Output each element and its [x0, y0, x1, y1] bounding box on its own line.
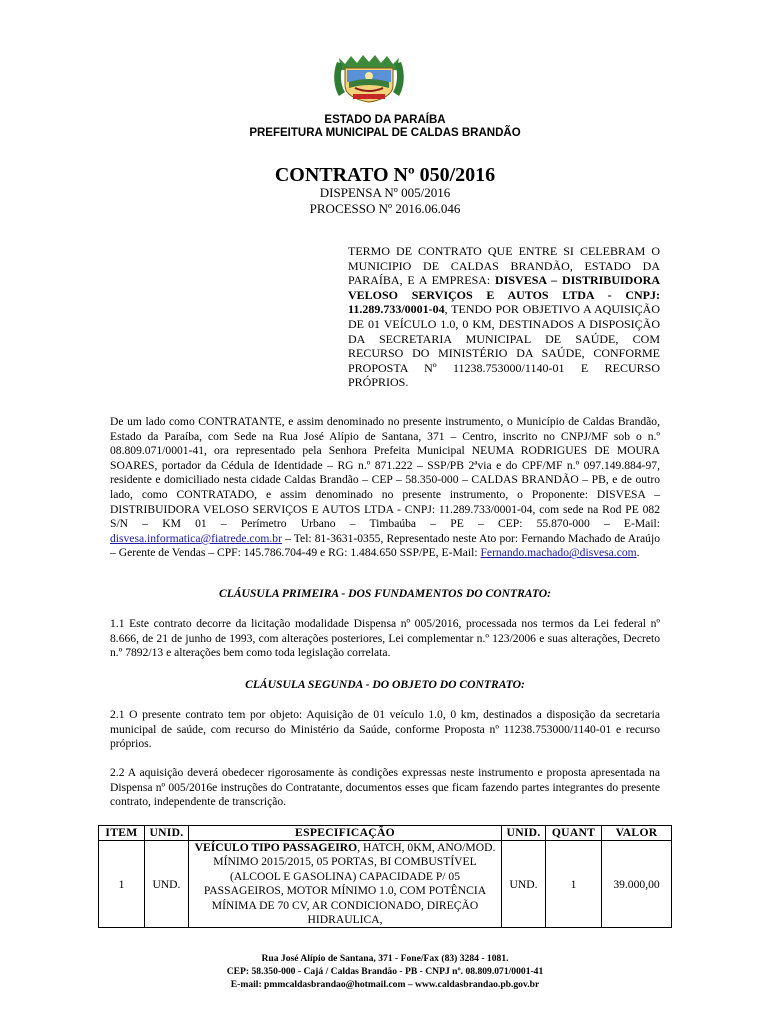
contract-title: CONTRATO Nº 050/2016 [274, 164, 496, 186]
header-unid-2: UNID. [502, 826, 546, 841]
header-unid: UNID. [144, 826, 188, 841]
preamble-paragraph [110, 415, 660, 561]
table-row [99, 841, 672, 928]
contract-summary [348, 244, 660, 390]
footer-address: Rua José Alípio de Santana, 371 - Fone/Fax (83) 3284 - 1081. [261, 953, 509, 964]
header-especificacao: ESPECIFICAÇÃO [188, 826, 501, 841]
cell-unid: UND. [144, 841, 188, 928]
cell-quant: 1 [546, 841, 602, 928]
clause-second-title: CLÁUSULA SEGUNDA - DO OBJETO DO CONTRATO: [245, 678, 525, 691]
header-item: ITEM [99, 826, 145, 841]
summary-text-end: , TENDO POR OBJETIVO A AQUISIÇÃO DE 01 VEÍCULO 1.0, 0 KM, DESTINADOS A DISPOSIÇÃO DA SECRETARIA MUNICIPAL DE SAÚDE, COM RECURSO DO MINISTÉRIO DA SAÚDE, CONFORME PROPOSTA Nº 11238.753000/1140-01 E RECURSO PRÓPRIOS. [348, 302, 660, 390]
summary-company: DISVESA – DISTRIBUIDORA VELOSO SERVIÇOS E AUTOS LTDA - CNPJ: 11.289.733/0001-04 [348, 273, 660, 317]
clause-2-1: 2.1 O presente contrato tem por objeto: Aquisição de 01 veículo 1.0, 0 km, destinados a disposição da secretaria municipal de saúde, com recurso do Ministério da Saúde, conforme Proposta nº 11238.753000/1140-01 e recurso próprios. [110, 708, 660, 751]
prefeitura-heading: PREFEITURA MUNICIPAL DE CALDAS BRANDÃO [249, 127, 521, 139]
spec-title: VEÍCULO TIPO PASSAGEIRO [194, 841, 358, 854]
header-quant: QUANT [546, 826, 602, 841]
header-valor: VALOR [602, 826, 672, 841]
cell-item: 1 [99, 841, 145, 928]
clause-first-title: CLÁUSULA PRIMEIRA - DOS FUNDAMENTOS DO CONTRATO: [219, 587, 551, 600]
preamble-text-3: . [636, 546, 640, 560]
municipal-coat-of-arms [331, 52, 407, 104]
state-heading: ESTADO DA PARAÍBA [324, 114, 446, 126]
summary-text-start: TERMO DE CONTRATO QUE ENTRE SI CELEBRAM O MUNICIPIO DE CALDAS BRANDÃO, ESTADO DA PARAÍBA, E A EMPRESA: [348, 244, 660, 288]
footer-contact: E-mail: pmmcaldasbrandao@hotmail.com – www.caldasbrandao.pb.gov.br [230, 979, 540, 990]
company-email-link[interactable]: disvesa.informatica@fiatrede.com.br [110, 531, 282, 545]
dispensa-number: DISPENSA Nº 005/2016 [319, 185, 451, 200]
cell-valor: 39.000,00 [602, 841, 672, 928]
spec-details: , HATCH, 0KM, ANO/MOD. MÍNIMO 2015/2015, 05 PORTAS, BI COMBUSTÍVEL (ALCOOL E GASOLINA) CAPACIDADE P/ 05 PASSAGEIROS, MOTOR MÍNIMO 1.0, COM POTÊNCIA MÍNIMA DE 70 CV, AR CONDICIONADO, DIREÇÃO HIDRAULICA, [203, 841, 496, 927]
footer-cep: CEP: 58.350-000 - Cajá / Caldas Brandão - PB - CNPJ nº. 08.809.071/0001-41 [226, 966, 544, 977]
clause-1-1: 1.1 Este contrato decorre da licitação modalidade Dispensa nº 005/2016, processada nos termos da Lei federal nº 8.666, de 21 de junho de 1993, com alterações posteriores, Lei complementar n.º 123/2006 e suas alterações, Decreto n.º 7892/13 e alterações bem como toda legislação correlata. [110, 617, 660, 660]
processo-number: PROCESSO Nº 2016.06.046 [309, 201, 461, 216]
table-header-row [99, 826, 672, 841]
items-table [98, 825, 672, 928]
clause-2-2: 2.2 A aquisição deverá obedecer rigorosamente às condições expressas neste instrumento e proposta apresentada na Dispensa nº 005/2016e instruções do Contratante, documentos esses que ficam fazendo partes integrantes do presente contrato, independente de transcrição. [110, 766, 660, 809]
preamble-text-1: De um lado como CONTRATANTE, e assim denominado no presente instrumento, o Município de Caldas Brandão, Estado da Paraíba, com Sede na Rua José Alípio de Santana, 371 – Centro, inscrito no CNPJ/MF sob o n.º 08.809.071/0001-41, ora representado pela Senhora Prefeita Municipal NEUMA RODRIGUES DE MOURA SOARES, portador da Cédula de Identidade – RG n.º 871.222 – SSP/PB 2ªvia e do CPF/MF n.º 097.149.884-97, residente e domiciliado nesta cidade Caldas Brandão – CEP – 58.350-000 – CALDAS BRANDÃO – PB, e de outro lado, como CONTRATADO, e assim denominado no presente instrumento, o Proponente: DISVESA – DISTRIBUIDORA VELOSO SERVIÇOS E AUTOS LTDA - CNPJ: 11.289.733/0001-04, com sede na Rod PE 082 S/N – KM 01 – Perímetro Urbano – Timbaúba – PE – CEP: 55.870-000 – E-Mail: [110, 415, 660, 531]
representative-email-link[interactable]: Fernando.machado@disvesa.com [480, 546, 637, 560]
preamble-text-2: – Tel: 81-3631-0355, Representado neste Ato por: Fernando Machado de Araújo – Gerente de Vendas – CPF: 145.786.704-49 e RG: 1.484.650 SSP/PE, E-Mail: [110, 531, 660, 560]
cell-unid-2: UND. [502, 841, 546, 928]
cell-especificacao [188, 841, 501, 928]
